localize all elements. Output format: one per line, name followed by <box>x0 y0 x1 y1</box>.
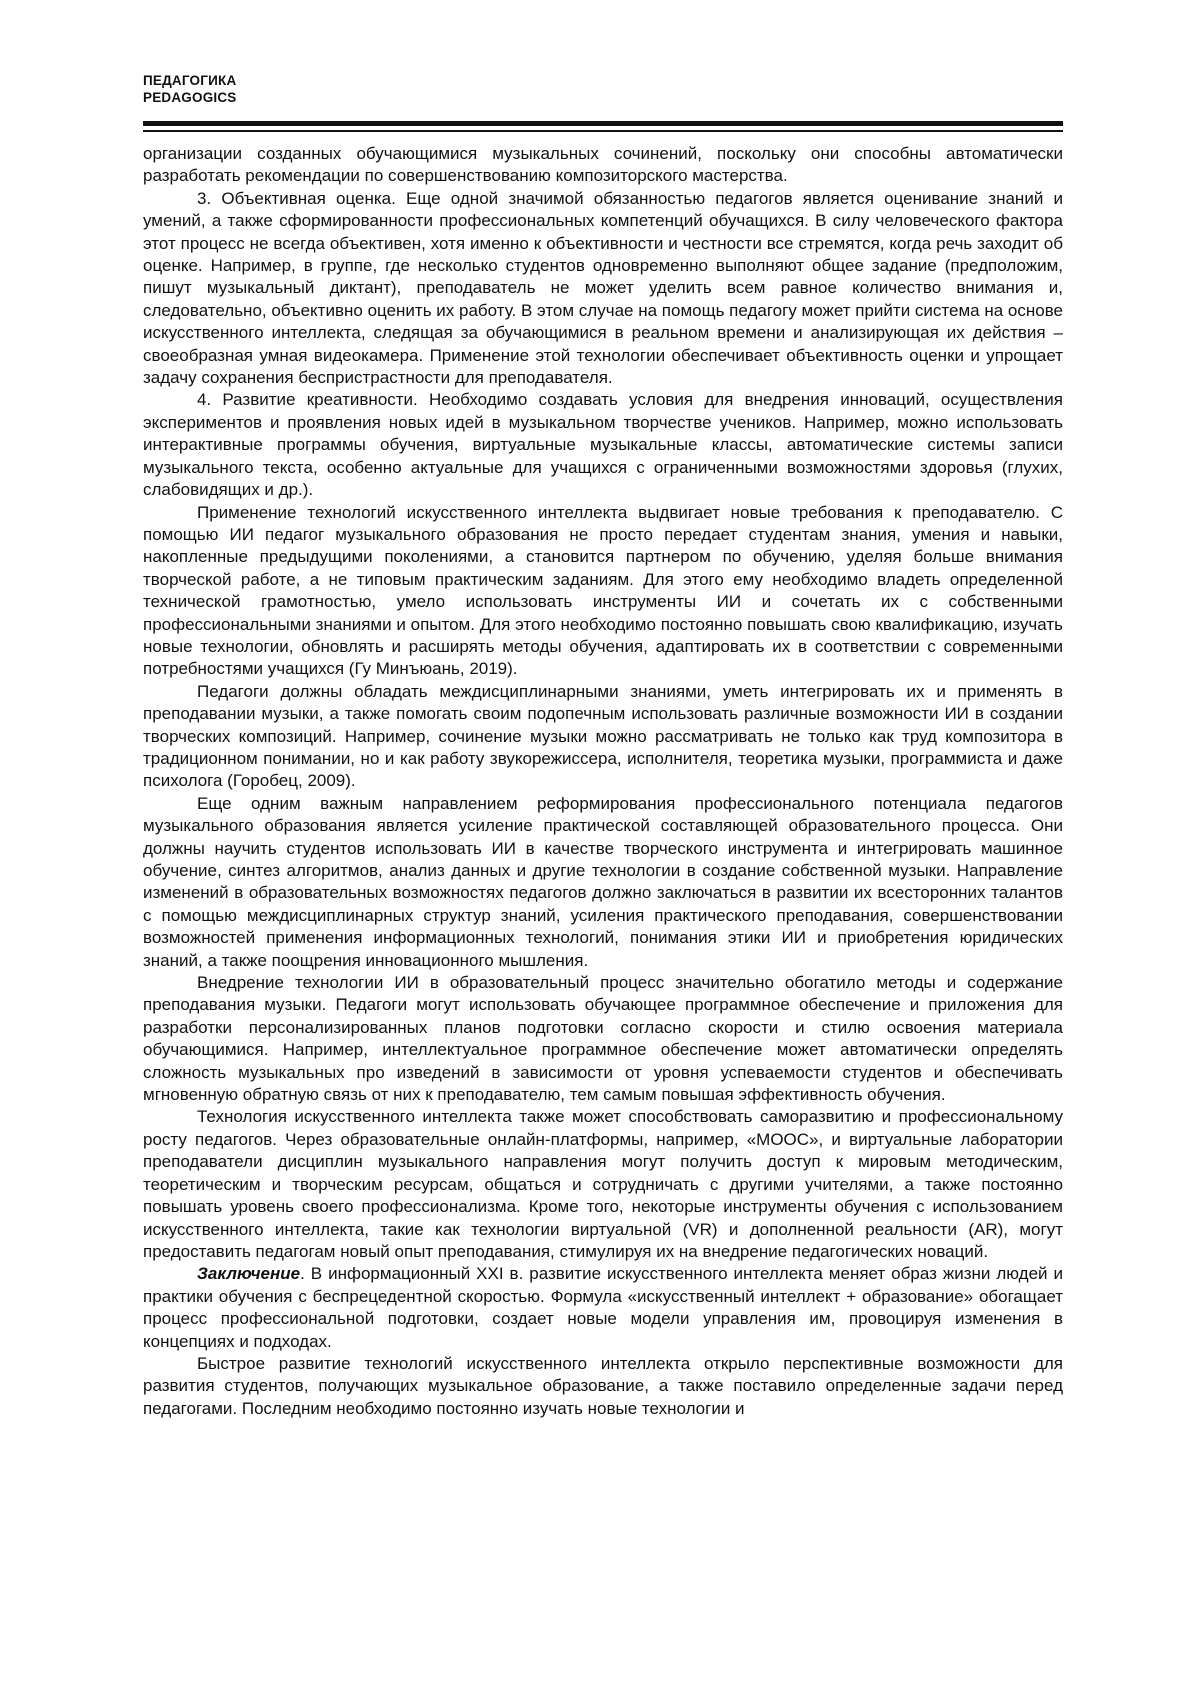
paragraph-conclusion <box>143 1263 1063 1353</box>
paragraph-ai-implementation: Внедрение технологии ИИ в образовательный процесс значительно обогатило методы и содержание преподавания музыки. Педагоги могут использовать обучающее программное обеспечение и приложения для разработки персонализированных планов подготовки согласно скорости и стилю освоения материала обучающимися. Например, интеллектуальное программное обеспечение может автоматически определять сложность музыкальных про изведений в зависимости от уровня успеваемости студентов и обеспечивать мгновенную обратную связь от них к преподавателю, тем самым повышая эффективность обучения. <box>143 973 1063 1105</box>
header-rule-thick <box>143 121 1063 126</box>
paragraph-professional-growth: Технология искусственного интеллекта также может способствовать саморазвитию и профессиональному росту педагогов. Через образовательные онлайн-платформы, например, «МООС», и виртуальные лаборатории преподаватели дисциплин музыкального направления могут получить доступ к мировым методическим, теоретическим и творческим ресурсам, общаться и сотрудничать с другими учителями, а также постоянно повышать уровень своего профессионализма. Кроме того, некоторые инструменты обучения с использованием искусственного интеллекта, такие как технологии виртуальной (VR) и дополненной реальности (AR), могут предоставить педагогам новый опыт преподавания, стимулируя их на внедрение педагогических новаций. <box>143 1107 1063 1261</box>
conclusion-text: . В информационный XXI в. развитие искусственного интеллекта меняет образ жизни людей и практики обучения с беспрецедентной скоростью. Формула «искусственный интеллект + образование» обогащает процесс профессиональной подготовки, создает новые модели управления им, провоцируя изменения в концепциях и подходах. <box>143 1264 1063 1351</box>
section-title-ru: ПЕДАГОГИКА <box>143 73 237 88</box>
paragraph-creativity: 4. Развитие креативности. Необходимо создавать условия для внедрения инноваций, осуществления экспериментов и проявления новых идей в музыкальном творчестве учеников. Например, можно использовать интерактивные программы обучения, виртуальные музыкальные классы, автоматические системы записи музыкального текста, особенно актуальные для учащихся с ограниченными возможностями здоровья (глухих, слабовидящих и др.). <box>143 390 1063 500</box>
paragraph-objective-assessment: 3. Объективная оценка. Еще одной значимой обязанностью педагогов является оценивание знаний и умений, а также сформированности профессиональных компетенций обучащихся. В силу человеческого фактора этот процесс не всегда объективен, хотя именно к объективности и честности все стремятся, когда речь заходит об оценке. Например, в группе, где несколько студентов одновременно выполняют общее задание (предположим, пишут музыкальный диктант), преподаватель не может уделить всем равное количество внимания и, следовательно, объективно оценить их работу. В этом случае на помощь педагогу может прийти система на основе искусственного интеллекта, следящая за обучающимися в реальном времени и анализирующая их действия – своеобразная умная видеокамера. Применение этой технологии обеспечивает объективность оценки и упрощает задачу сохранения беспристрастности для преподавателя. <box>143 188 1063 388</box>
section-title-en: PEDAGOGICS <box>143 90 237 105</box>
paragraph-teacher-requirements: Применение технологий искусственного интеллекта выдвигает новые требования к преподавателю. С помощью ИИ педагог музыкального образования не просто передает студентам знания, умения и навыки, накопленные предыдущими поколениями, а становится партнером по обучению, уделяя больше внимания творческой работе, а не типовым практическим заданиям. Для этого ему необходимо владеть определенной технической грамотностью, умело использовать инструменты ИИ и сочетать их с собственными профессиональными знаниями и опытом. Для этого необходимо постоянно повышать свою квалификацию, изучать новые технологии, обновлять и расширять методы обучения, адаптировать их в соответствии с современными потребностями учащихся (Гу Минъюань, 2019). <box>143 502 1063 679</box>
conclusion-term: Заключение <box>197 1264 301 1284</box>
paragraph-interdisciplinary: Педагоги должны обладать междисциплинарными знаниями, уметь интегрировать их и применять в преподавании музыки, а также помогать своим подопечным использовать различные возможности ИИ в создании творческих композиций. Например, сочинение музыки можно рассматривать не только как труд композитора в традиционном понимании, но и как работу звукорежиссера, исполнителя, теоретика музыки, программиста и даже психолога (Горобец, 2009). <box>143 681 1063 791</box>
running-header <box>143 72 237 106</box>
article-body <box>143 143 1063 1420</box>
paragraph-practical-component: Еще одним важным направлением реформирования профессионального потенциала педагогов музыкального образования является усиление практической составляющей образовательного процесса. Они должны научить студентов использовать ИИ в качестве творческого инструмента и интегрировать машинное обучение, синтез алгоритмов, анализ данных и другие технологии в создание собственной музыки. Направление изменений в образовательных возможностях педагогов должно заключаться в развитии их всесторонних талантов с помощью междисциплинарных структур знаний, усиления практического преподавания, совершенствовании возможностей применения информационных технологий, понимания этики ИИ и приобретения юридических знаний, а также поощрения инновационного мышления. <box>143 793 1063 970</box>
header-rule-thin <box>143 130 1063 132</box>
paragraph-final: Быстрое развитие технологий искусственного интеллекта открыло перспективные возможности для развития студентов, получающих музыкальное образование, а также поставило определенные задачи перед педагогами. Последним необходимо постоянно изучать новые технологии и <box>143 1353 1063 1418</box>
paragraph-continuation: организации созданных обучающимися музыкальных сочинений, поскольку они способны автоматически разработать рекомендации по совершенствованию композиторского мастерства. <box>143 144 1063 186</box>
